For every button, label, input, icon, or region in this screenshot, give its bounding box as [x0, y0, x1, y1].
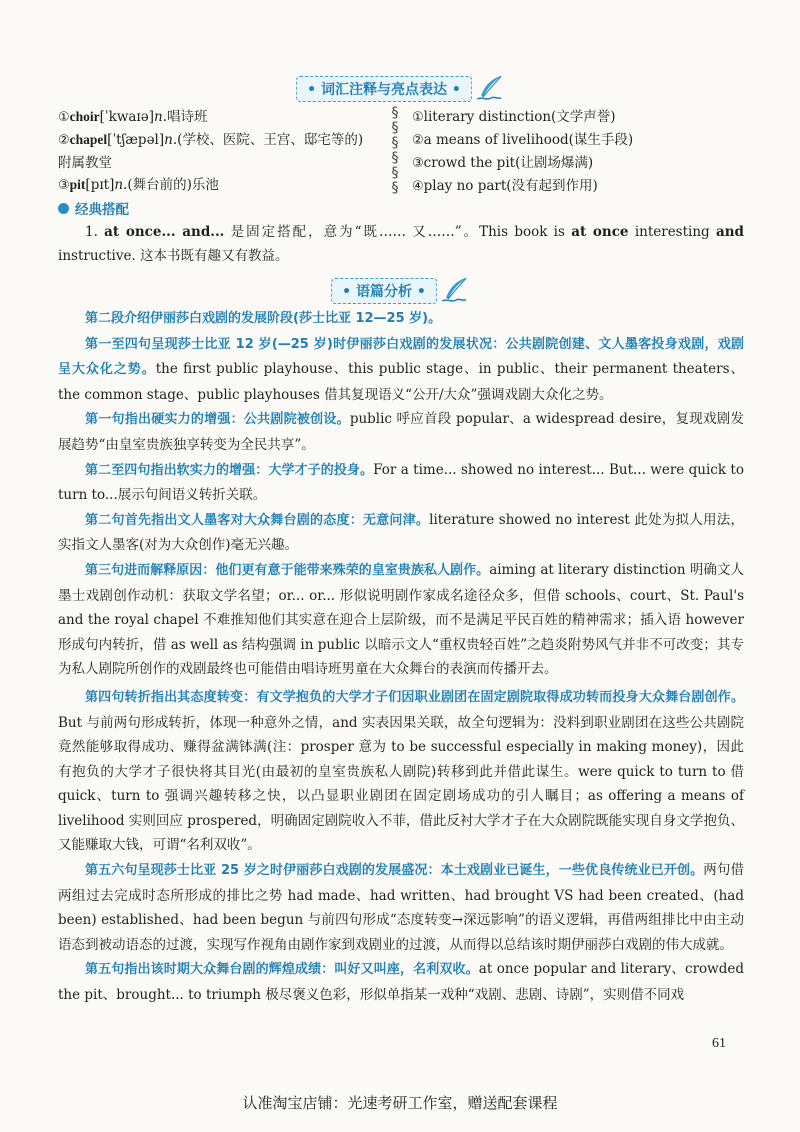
analysis-paragraph: [58, 685, 744, 858]
vocab-section-title: 词汇注释与亮点表达: [321, 82, 447, 98]
expression-text: play no part(没有起到作用): [423, 178, 598, 194]
quill-icon: [474, 74, 504, 104]
column-divider: § § § § § §: [391, 105, 399, 196]
analysis-text: literature showed no interest 此处为拟人用法，实指文人墨客(对为大众创作)毫无兴趣。: [58, 511, 744, 554]
vocab-section-banner: [296, 74, 504, 104]
vocab-item-pos: n.: [164, 132, 178, 148]
expression-text: crowd the pit(让剧场爆满): [423, 155, 594, 171]
vocab-item: [58, 106, 376, 129]
vocab-item-number: ①: [58, 110, 70, 125]
analysis-section-banner: [331, 276, 469, 306]
bullet-dot-icon: [58, 203, 69, 214]
analysis-paragraph: [58, 306, 744, 332]
collocation-heading-text: 经典搭配: [75, 202, 129, 218]
analysis-paragraph: [58, 508, 744, 558]
analysis-highlight: 第二句首先指出文人墨客对大众舞台剧的态度：无意问津。: [85, 512, 430, 528]
vocab-item: [58, 174, 376, 197]
collocation-paragraph: [58, 220, 744, 268]
vocab-item-word: pit: [69, 177, 86, 192]
vocab-item-meaning: (舞台前的)乐池: [127, 177, 219, 193]
vocab-left-column: [58, 106, 376, 197]
expression-item: [412, 175, 752, 198]
analysis-paragraph: [58, 558, 744, 682]
analysis-text: the first public playhouse、this public stage、in public、their permanent theaters、the common stage、public playhouses 借其复现语义“公开/大众”强调戏剧大众化之势。: [58, 361, 744, 403]
analysis-text: aiming at literary distinction 明确文人墨士戏剧创作动机：获取文学名望；or... or... 形似说明剧作家成名途径众多，但借 schools、court、St. Paul's and the royal chapel 不难推知他们其实意在迎合上层阶级，而不是满足平民百姓的精神需求；插入语 however 形成句内转折，借 as well as 结构强调 in public 以暗示文人“重权贵轻百姓”之趋炎附势风气并非不可改变；其专为私人剧院所创作的戏剧最终也可能借由唱诗班男童在大众舞台的表演而传播开去。: [58, 561, 744, 678]
vocab-item-word: chapel: [69, 132, 108, 147]
analysis-paragraph: [58, 332, 744, 408]
analysis-highlight: 第五句指出该时期大众舞台剧的辉煌成绩：叫好又叫座，名利双收。: [85, 962, 479, 978]
analysis-section-title-box: • 语篇分析 •: [331, 278, 437, 304]
vocab-item-phonetic: [ˈtʃæpəl]: [107, 132, 165, 148]
vocab-item-number: ③: [58, 178, 70, 193]
collocation-phrase: at once... and...: [104, 224, 225, 240]
collocation-bold: and: [715, 224, 744, 240]
vocab-item-word: choir: [69, 109, 100, 124]
analysis-text: 两句借两组过去完成时态所形成的排比之势 had made、had written、had brought VS had been created、(had been) established、had been begun 与前四句形成“态度转变→深远影响”的语义逻辑，再借两组排比中由主动语态到被动语态的过渡，实现写作视角由剧作家到戏剧业的过渡，从而得以总结该时期伊丽莎白戏剧的伟大成就。: [58, 862, 744, 953]
analysis-highlight: 第五六句呈现莎士比亚 25 岁之时伊丽莎白戏剧的发展盛况：本土戏剧业已诞生，一些优良传统业已开创。: [85, 863, 704, 879]
collocation-text: 是固定搭配，意为“既…… 又……”。This book is: [230, 224, 565, 240]
analysis-highlight: 第一句指出硬实力的增强：公共剧院被创设。: [85, 412, 350, 428]
expression-number: ③: [412, 156, 424, 171]
analysis-highlight: 第二段介绍伊丽莎白戏剧的发展阶段(莎士比亚 12—25 岁)。: [85, 311, 442, 326]
collocation-heading: [58, 198, 129, 218]
expression-item: [412, 106, 752, 129]
vocab-right-column: [412, 106, 752, 198]
analysis-highlight: 第四句转折指出其态度转变：有文学抱负的大学才子们因职业剧团在固定剧院取得成功转而投身大众舞台剧创作。: [85, 689, 744, 705]
quill-icon: [439, 276, 469, 306]
analysis-text: But 与前两句形成转折，体现一种意外之情，and 实表因果关联，故全句逻辑为：没料到职业剧团在这些公共剧院竟然能够取得成功、赚得盆满钵满(注：prosper 意为 to be successful especially in making money)，因此有抱负的大学才子很快将其目光(由最初的皇室贵族私人剧院)转移到此并借此谋生。were quick to turn to 借 quick、turn to 强调兴趣转移之快，以凸显职业剧团在固定剧场成功的引人瞩目；as offering a means of livelihood 实则回应 prospered，明确固定剧院收入不菲，借此反衬大学才子在大众剧院既能实现自身文学抱负、又能赚取大钱，可谓“名利双收”。: [58, 714, 744, 854]
analysis-highlight: 第一至四句呈现莎士比亚 12 岁(—25 岁)时伊丽莎白戏剧的发展状况：公共剧院创建、文人墨客投身戏剧，戏剧呈大众化之势。: [58, 336, 744, 378]
vocab-item: [58, 129, 376, 174]
analysis-paragraph: [58, 407, 744, 457]
analysis-text: For a time... showed no interest... But... were quick to turn to...展示句间语义转折关联。: [58, 461, 744, 504]
expression-item: [412, 152, 752, 175]
analysis-paragraph: [58, 458, 744, 508]
page-number: 61: [712, 1036, 726, 1051]
vocab-item-meaning: (学校、医院、王宫、邸宅等的)附属教堂: [58, 132, 364, 171]
vocab-item-phonetic: [pɪt]: [85, 177, 115, 193]
analysis-text: public 呼应首段 popular、a widespread desire，复现戏剧发展趋势“由皇室贵族独享转变为全民共享”。: [58, 411, 744, 453]
footer-note: 认准淘宝店铺：光速考研工作室，赠送配套课程: [242, 1094, 558, 1112]
collocation-bold: at once: [571, 224, 629, 240]
expression-item: [412, 129, 752, 152]
analysis-paragraph: [58, 858, 744, 957]
analysis-highlight: 第三句进而解释原因：他们更有意于能带来殊荣的皇室贵族私人剧作。: [85, 562, 490, 578]
collocation-text: instructive. 这本书既有趣又有教益。: [58, 248, 289, 264]
analysis-body: [58, 306, 744, 1008]
collocation-number: 1.: [85, 224, 98, 240]
vocab-item-meaning: 唱诗班: [167, 109, 208, 125]
analysis-highlight: 第二至四句指出软实力的增强：大学才子的投身。: [85, 462, 374, 478]
expression-number: ②: [412, 133, 424, 148]
collocation-text: interesting: [634, 224, 710, 240]
expression-text: a means of livelihood(谋生手段): [423, 132, 634, 148]
expression-text: literary distinction(文学声誉): [423, 109, 616, 125]
vocab-item-number: ②: [58, 133, 70, 148]
vocab-section-title-box: • 词汇注释与亮点表达 •: [296, 76, 472, 102]
analysis-paragraph: [58, 957, 744, 1007]
analysis-section-title: 语篇分析: [356, 284, 412, 300]
expression-number: ①: [412, 110, 424, 125]
analysis-text: at once popular and literary、crowded the pit、brought... to triumph 极尽褒义色彩，形似单指某一戏种“戏剧、悲剧、诗剧”，实则借不同戏: [58, 961, 744, 1004]
vocab-item-pos: n.: [154, 109, 167, 125]
expression-number: ④: [412, 179, 424, 194]
vocab-item-phonetic: [ˈkwaɪə]: [99, 109, 154, 125]
vocab-item-pos: n.: [114, 177, 128, 193]
